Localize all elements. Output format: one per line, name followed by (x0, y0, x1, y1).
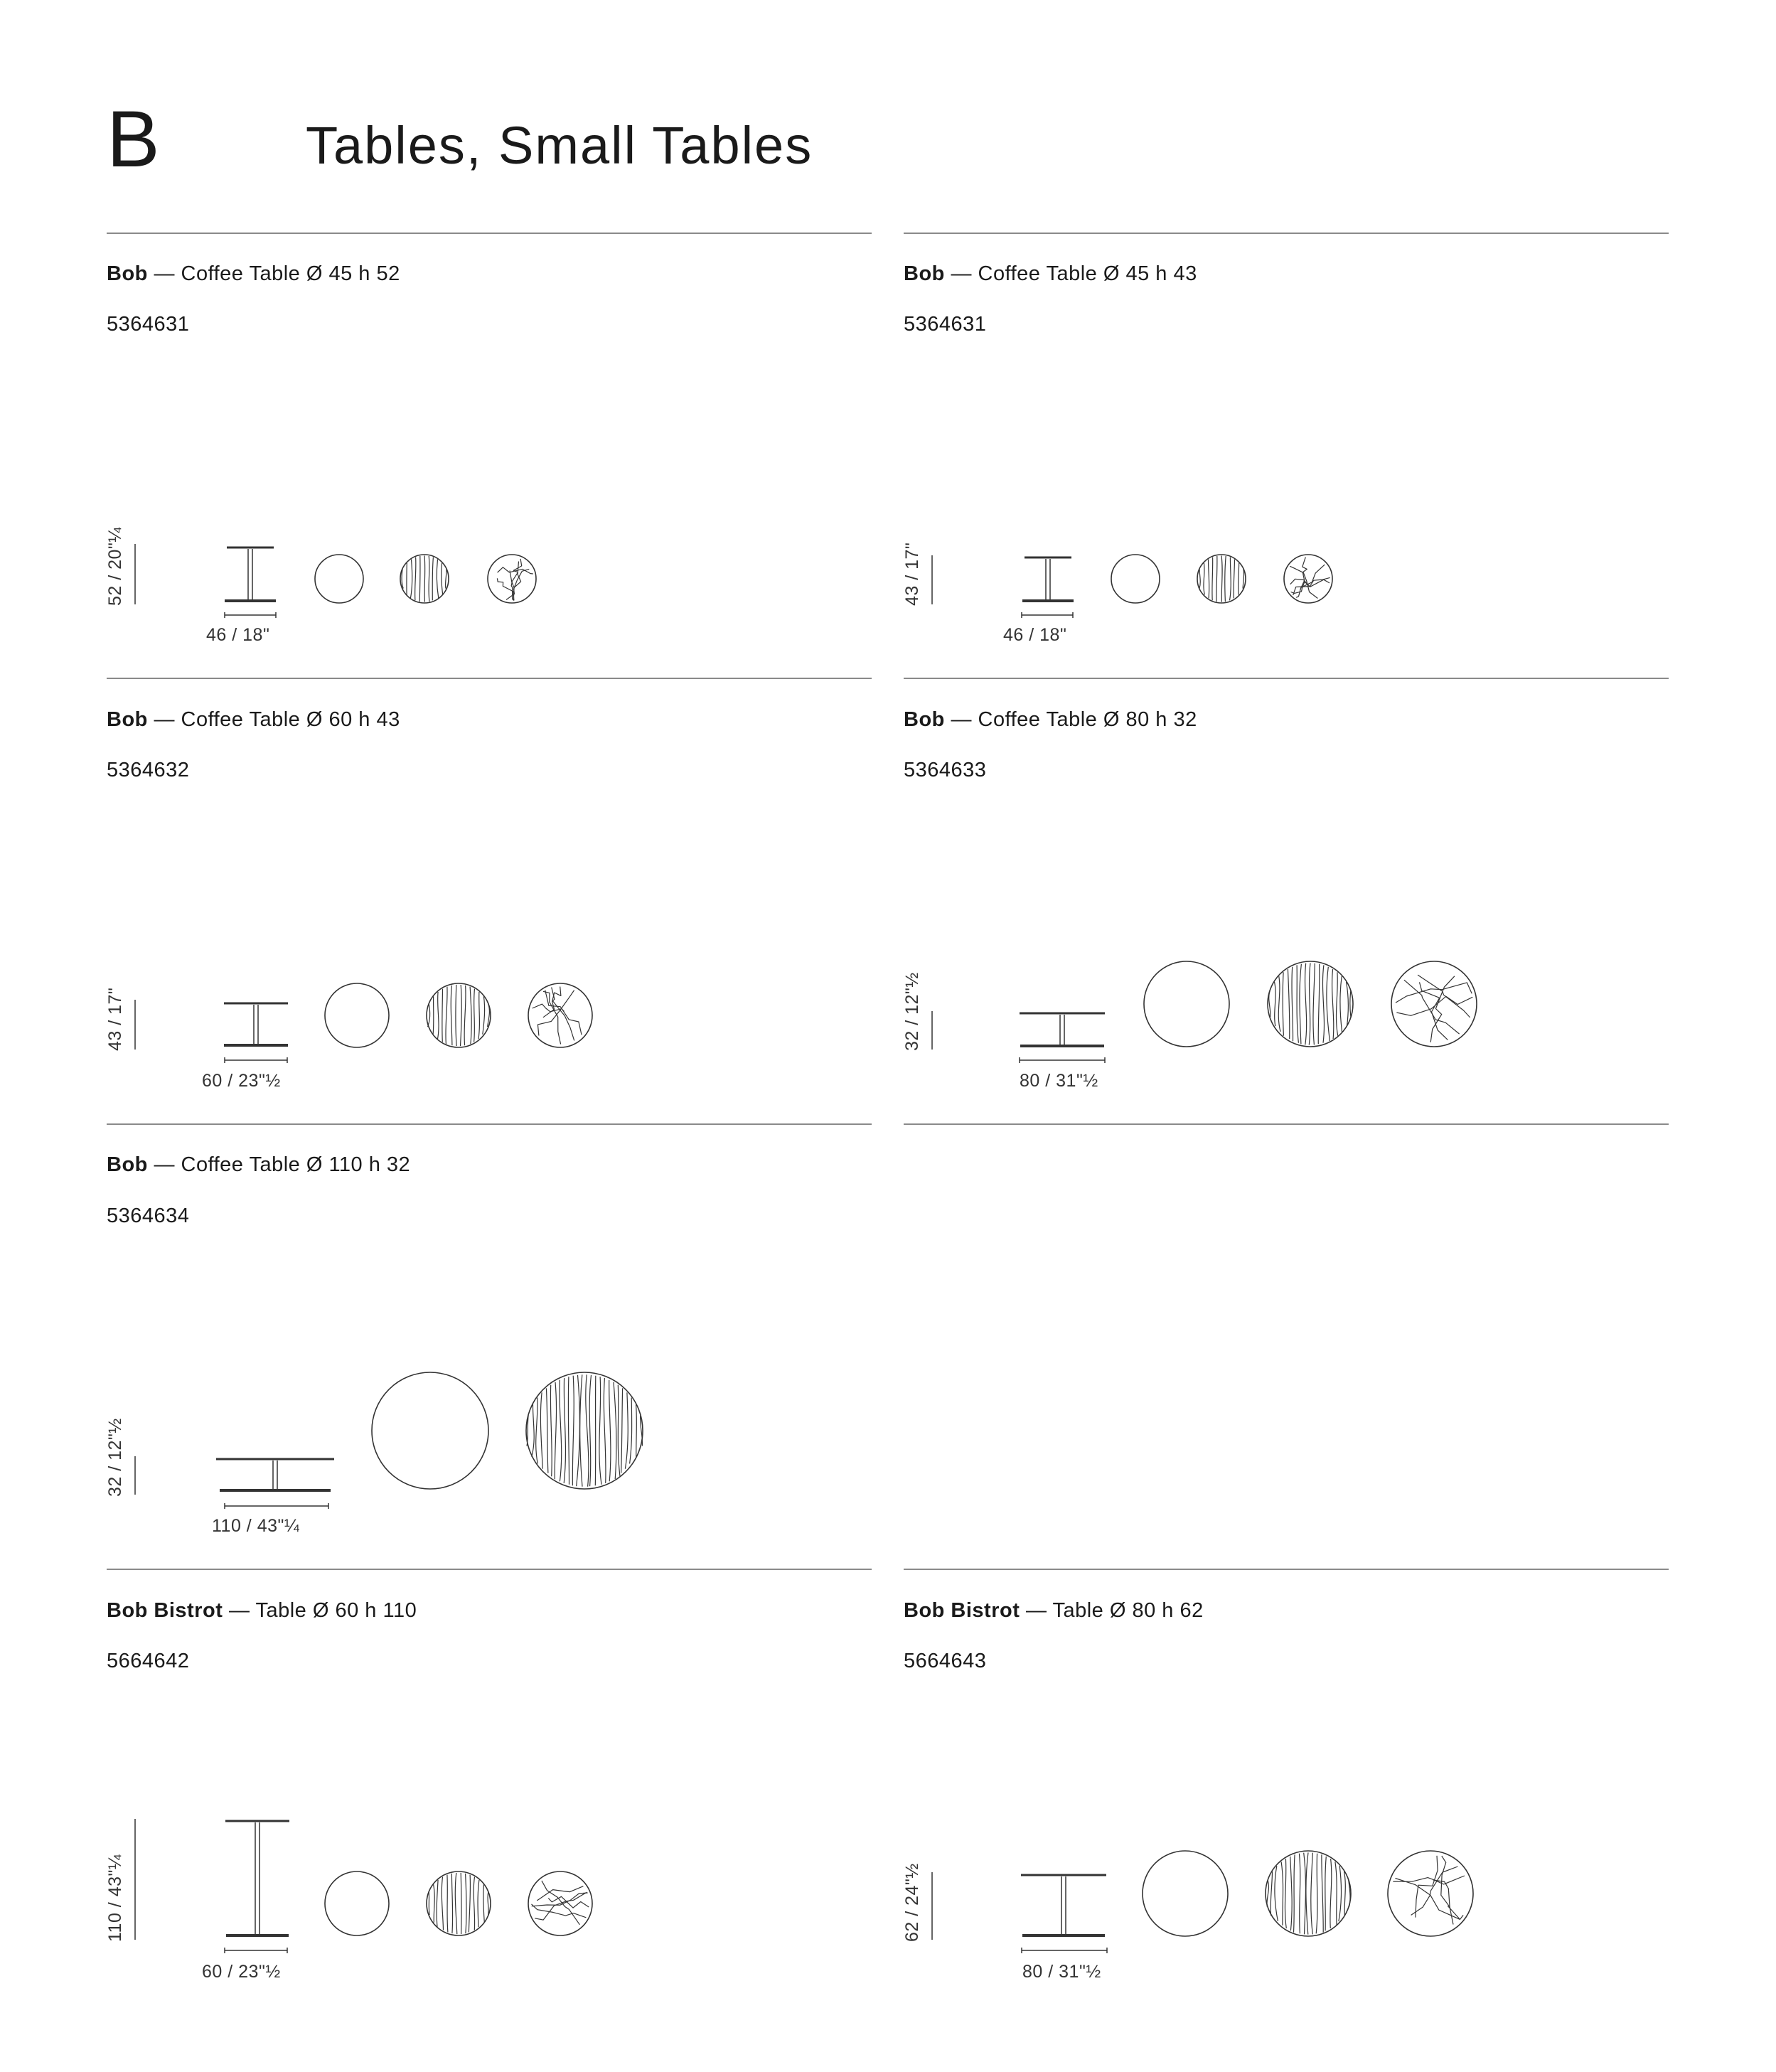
wood-grain-lines (428, 985, 490, 1046)
width-dimension-label: 80 / 31"½ (1020, 1071, 1098, 1091)
height-dimension-label: 52 / 20"¼ (105, 527, 125, 606)
marble-vein-lines (532, 1881, 589, 1925)
product-description: Coffee Table Ø 80 h 32 (978, 708, 1197, 731)
height-dimension-label: 43 / 17" (105, 987, 125, 1051)
product-description: Coffee Table Ø 45 h 43 (978, 262, 1197, 285)
height-dimension-label: 32 / 12"½ (902, 972, 922, 1051)
product-code: 5364632 (107, 759, 190, 781)
width-dimension-label: 60 / 23"½ (202, 1071, 281, 1091)
wood-grain-lines (1267, 1852, 1350, 1934)
product-name: Bob (107, 708, 148, 731)
product-code: 5364634 (107, 1205, 190, 1227)
tabletop-plain-top-view (372, 1372, 488, 1489)
tabletop-wood-top-view (427, 983, 491, 1047)
width-dimension-label: 46 / 18" (206, 625, 270, 645)
wood-grain-lines (527, 1374, 642, 1486)
product-code: 5364631 (904, 313, 987, 336)
wood-grain-lines (402, 555, 446, 602)
section-title: Tables, Small Tables (306, 116, 813, 175)
tabletop-plain-top-view (1111, 555, 1160, 603)
tabletop-wood-top-view (526, 1372, 643, 1489)
tabletop-wood-top-view (1266, 1851, 1351, 1936)
title-separator: — (1025, 1599, 1047, 1622)
marble-vein-lines (533, 987, 582, 1045)
wood-grain-lines (1199, 555, 1244, 602)
tabletop-plain-top-view (1144, 961, 1229, 1047)
product-name: Bob Bistrot (904, 1599, 1020, 1622)
title-separator: — (228, 1599, 250, 1622)
product-name: Bob (107, 1153, 148, 1176)
width-dimension-label: 110 / 43"¼ (212, 1516, 300, 1536)
width-dimension-label: 80 / 31"½ (1022, 1962, 1101, 1982)
product-description: Table Ø 80 h 62 (1052, 1599, 1204, 1622)
height-dimension-label: 32 / 12"½ (105, 1418, 125, 1497)
wood-grain-lines (429, 1873, 488, 1934)
title-separator: — (154, 1153, 175, 1176)
tabletop-plain-top-view (315, 555, 363, 603)
tabletop-plain-top-view (325, 1871, 389, 1935)
width-dimension-label: 60 / 23"½ (202, 1962, 281, 1982)
marble-vein-lines (1290, 557, 1330, 599)
width-dimension-label: 46 / 18" (1003, 625, 1067, 645)
product-description: Coffee Table Ø 110 h 32 (181, 1153, 411, 1176)
marble-vein-lines (497, 559, 533, 601)
product-name: Bob Bistrot (107, 1599, 223, 1622)
tabletop-wood-top-view (427, 1871, 491, 1935)
product-name: Bob (107, 262, 148, 285)
title-separator: — (951, 708, 972, 731)
marble-vein-lines (1393, 1856, 1464, 1925)
product-description: Coffee Table Ø 45 h 52 (181, 262, 400, 285)
height-dimension-label: 110 / 43"¼ (105, 1854, 125, 1942)
product-code: 5664643 (904, 1650, 987, 1672)
height-dimension-label: 43 / 17" (902, 542, 922, 606)
product-code: 5364633 (904, 759, 987, 781)
product-description: Coffee Table Ø 60 h 43 (181, 708, 400, 731)
wood-grain-lines (1269, 963, 1351, 1045)
tabletop-plain-top-view (1143, 1851, 1228, 1936)
tabletop-plain-top-view (325, 983, 389, 1047)
product-description: Table Ø 60 h 110 (255, 1599, 417, 1622)
product-name: Bob (904, 262, 945, 285)
title-separator: — (154, 262, 175, 285)
title-separator: — (154, 708, 175, 731)
title-separator: — (951, 262, 972, 285)
product-name: Bob (904, 708, 945, 731)
marble-vein-lines (1396, 975, 1472, 1042)
section-letter: B (107, 95, 161, 183)
height-dimension-label: 62 / 24"½ (902, 1863, 922, 1942)
tabletop-marble-top-view (1391, 961, 1477, 1047)
product-code: 5364631 (107, 313, 190, 336)
product-code: 5664642 (107, 1650, 190, 1672)
